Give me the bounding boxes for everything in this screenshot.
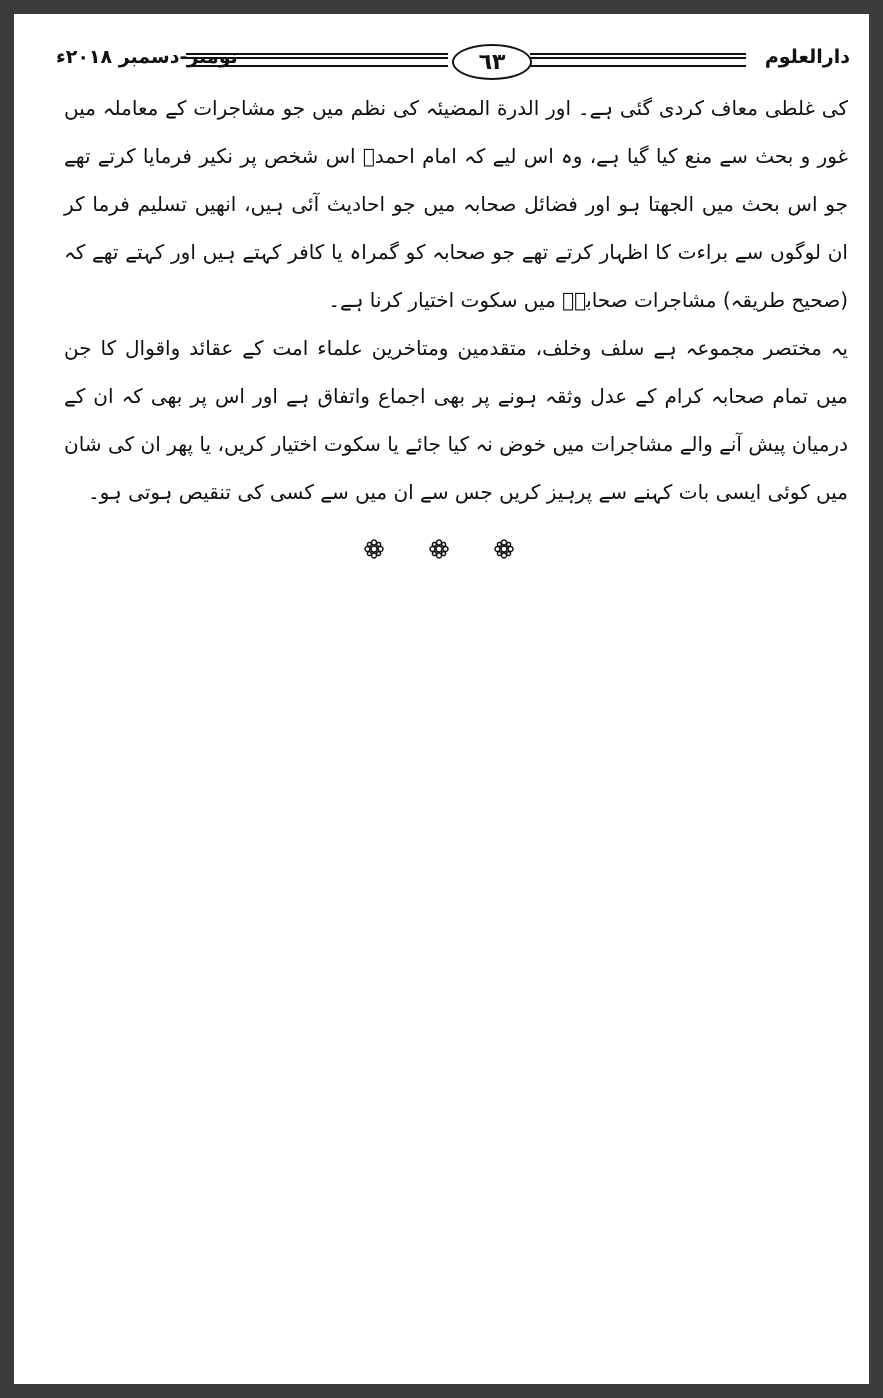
- flower-ornament-icon: [494, 539, 514, 559]
- paragraph-1: کی غلطی معاف کردی گئی ہے۔ اور الدرة المضيئہ کی نظم میں جو مشاجرات کے معاملہ میں غور و بحث سے منع کیا گیا ہے، وہ اس لیے کہ امام احمدؒ اس شخص پر نکیر فرمایا کرتے تھے جو اس بحث میں الجھتا ہو اور فضائل صحابہ میں جو احادیث آئی ہیں، انھیں تسلیم فرما کر ان لوگوں سے براءت کا اظہار کرتے تھے جو صحابہ کو گمراہ یا کافر کہتے ہیں اور کہتے تھے کہ (صحیح طریقہ) مشاجرات صحابہؓ میں سکوت اختیار کرنا ہے۔: [64, 96, 848, 312]
- section-divider: [364, 534, 514, 564]
- flower-ornament-icon: [429, 539, 449, 559]
- journal-title: دارالعلوم: [764, 46, 850, 68]
- issue-date: نومبر-دسمبر ۲۰۱۸ء: [56, 46, 238, 68]
- page-header: [56, 40, 850, 80]
- flower-ornament-icon: [364, 539, 384, 559]
- page-number: ٦٣: [478, 49, 506, 75]
- article-body: [64, 84, 848, 516]
- header-rule-right: [530, 53, 746, 67]
- page-number-badge: [452, 44, 532, 80]
- header-rule-left: [186, 53, 448, 67]
- paragraph-2: یہ مختصر مجموعہ ہے سلف وخلف، متقدمین ومتاخرین علماء امت کے عقائد واقوال کا جن میں تمام صحابہ کرام کے عدل وثقہ ہونے پر بھی اجماع واتفاق ہے اور اس پر بھی کہ ان کے درمیان پیش آنے والے مشاجرات میں خوض نہ کیا جائے یا سکوت اختیار کریں، یا پھر ان کی شان میں کوئی ایسی بات کہنے سے پرہیز کریں جس سے ان میں سے کسی کی تنقیص ہوتی ہو۔: [64, 336, 848, 504]
